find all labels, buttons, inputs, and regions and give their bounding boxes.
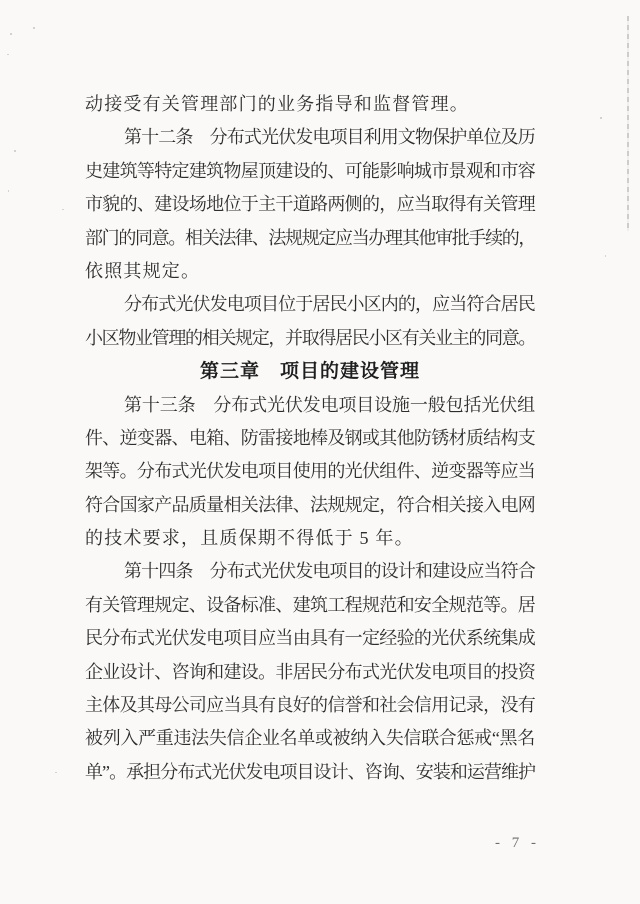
- scan-speck: [14, 150, 16, 152]
- text-line: 动接受有关管理部门的业务指导和监督管理。: [85, 94, 469, 114]
- text-line: 企业设计、咨询和建设。非居民分布式光伏发电项目的投资: [85, 661, 536, 682]
- scan-speck: [10, 33, 12, 35]
- scan-speck: [55, 772, 57, 773]
- scan-speck: [62, 209, 64, 210]
- chapter-heading: 第三章 项目的建设管理: [199, 361, 420, 383]
- text-line: 主体及其母公司应当具有良好的信誉和社会信用记录，没有: [85, 695, 536, 716]
- text-line: 符合国家产品质量相关法律、法规规定，符合相关接入电网: [85, 494, 536, 515]
- text-line: 件、逆变器、电箱、防雷接地棒及钢或其他防锈材质结构支: [85, 427, 536, 448]
- scan-speck: [8, 190, 9, 192]
- text-line: 的技术要求，且质保期不得低于 5 年。: [85, 528, 414, 549]
- text-column: [85, 88, 535, 789]
- text-line: 依照其规定。: [85, 260, 201, 281]
- page-number: - 7 -: [495, 835, 540, 851]
- text-line: 被列入严重违法失信企业名单或被纳入失信联合惩戒“黑名: [85, 728, 535, 749]
- text-line: 小区物业管理的相关规定，并取得居民小区有关业主的同意。: [85, 327, 536, 348]
- scan-speck: [33, 27, 35, 29]
- scan-speck: [605, 255, 606, 257]
- text-line: 第十四条 分布式光伏发电项目的设计和建设应当符合: [124, 561, 535, 582]
- text-line: 市貌的、建设场地位于主干道路两侧的，应当取得有关管理: [85, 194, 536, 215]
- text-line: 架等。分布式光伏发电项目使用的光伏组件、逆变器等应当: [85, 461, 536, 482]
- text-line: 部门的同意。相关法律、法规规定应当办理其他审批手续的，: [85, 227, 536, 248]
- text-line: 第十三条 分布式光伏发电项目设施一般包括光伏组: [124, 394, 536, 415]
- text-line: 单”。承担分布式光伏发电项目设计、咨询、安装和运营维护: [85, 761, 536, 782]
- text-line: 有关管理规定、设备标准、建筑工程规范和安全规范等。居: [85, 594, 536, 615]
- text-line: 分布式光伏发电项目位于居民小区内的，应当符合居民: [124, 294, 535, 315]
- text-line: 史建筑等特定建筑物屋顶建设的、可能影响城市景观和市容: [85, 160, 536, 181]
- text-line: 民分布式光伏发电项目应当由具有一定经验的光伏系统集成: [85, 628, 536, 649]
- scan-speck: [600, 117, 602, 119]
- scan-edge-artifact: [627, 16, 629, 231]
- scan-speck: [7, 54, 9, 55]
- text-line: 第十二条 分布式光伏发电项目利用文物保护单位及历: [124, 127, 535, 148]
